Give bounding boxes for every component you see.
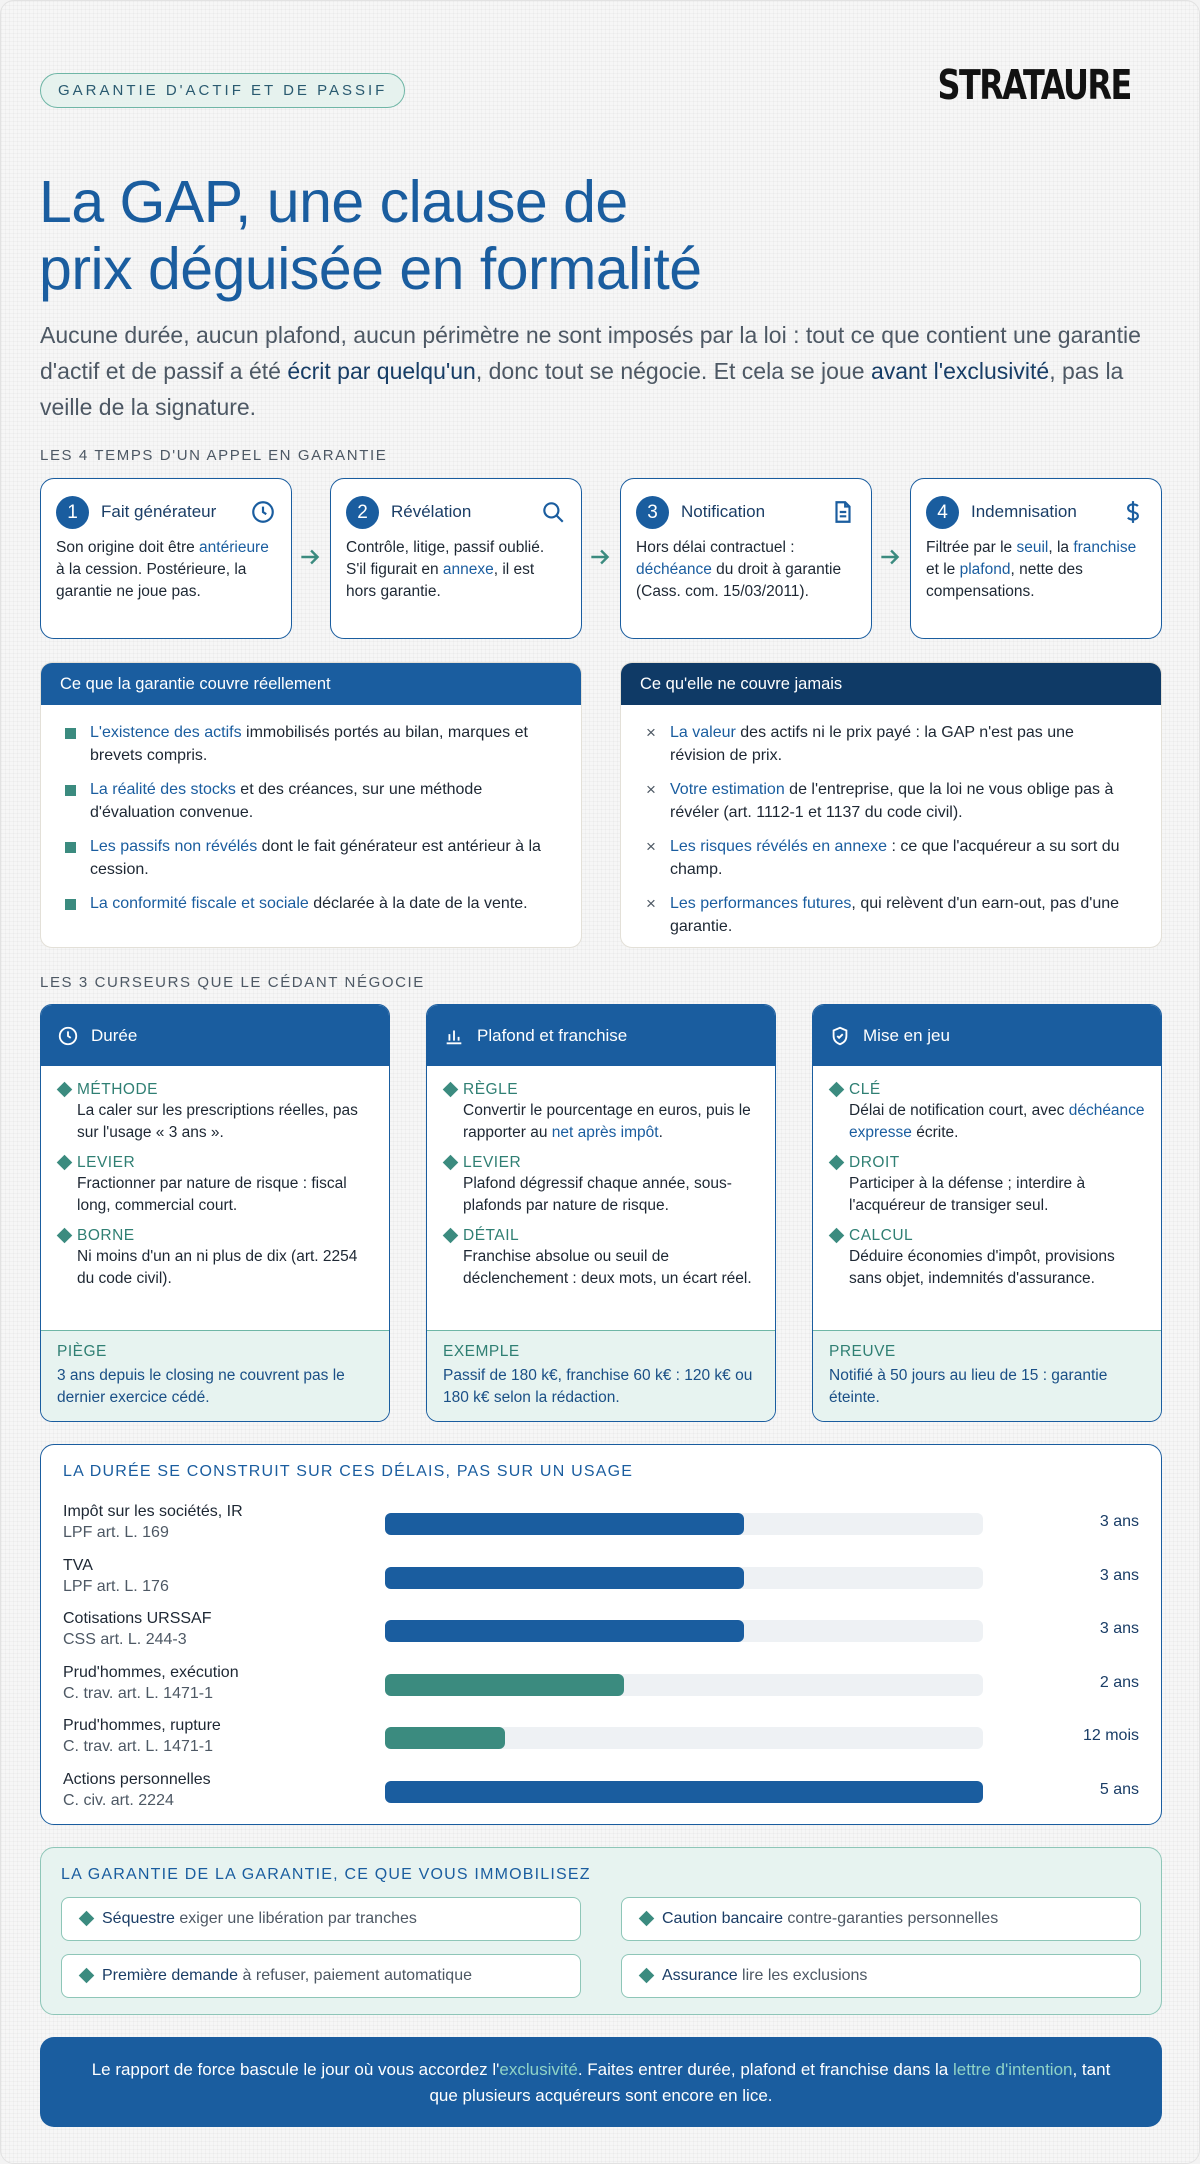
list-item: La réalité des stocks et des créances, sur une méthode d'évaluation convenue. — [65, 778, 551, 824]
duration-bar — [385, 1727, 505, 1749]
list-item: × Les performances futures, qui relèvent d'un earn-out, pas d'une garantie. — [645, 892, 1131, 938]
duration-label-text: Actions personnelles — [63, 1770, 211, 1788]
list-item: L'existence des actifs immobilisés portés au bilan, marques et brevets compris. — [65, 721, 551, 767]
duration-bar — [385, 1620, 744, 1642]
duration-bar-track — [385, 1781, 983, 1803]
lever-card-cap — [426, 1004, 776, 1422]
duration-label-text: Impôt sur les sociétés, IR — [63, 1503, 243, 1520]
step-title: Notification — [681, 502, 766, 521]
duration-bar — [385, 1674, 624, 1696]
lever-item: DÉTAIL Franchise absolue ou seuil de déclenchement : deux mots, un écart réel. — [443, 1226, 759, 1290]
duration-reference: C. trav. art. L. 1471-1 — [63, 1684, 213, 1702]
duration-bar-track — [385, 1513, 983, 1535]
duration-value: 12 mois — [1082, 1727, 1139, 1744]
duration-value: 3 ans — [1099, 1566, 1139, 1584]
duration-bar-track — [385, 1674, 983, 1696]
guarantee-title: LA GARANTIE DE LA GARANTIE, CE QUE VOUS IMMOBILISEZ — [61, 1866, 591, 1883]
closing-banner: Le rapport de force bascule le jour où vous accordez l'exclusivité. Faites entrer durée, plafond et franchise dans la lettre d'intention, tant que plusieurs acquéreurs sont encore en lice. — [40, 2037, 1162, 2127]
lever-title: Mise en jeu — [863, 1025, 950, 1045]
lead-text: Aucune durée, aucun plafond, aucun périmètre ne sont imposés par la loi : tout ce que contient une garantie d'actif et de passif a été — [40, 322, 1141, 384]
title-line-1: La GAP, une clause de — [39, 169, 628, 235]
duration-label — [63, 1555, 169, 1597]
duration-label — [63, 1769, 211, 1811]
duration-label-text: Prud'hommes, exécution — [63, 1663, 239, 1681]
lever-item: LEVIER Fractionner par nature de risque : fiscal long, commercial court. — [57, 1153, 373, 1217]
step-card-3 — [620, 478, 872, 639]
step-text: Hors délai contractuel : déchéance du droit à garantie (Cass. com. 15/03/2011). — [636, 539, 842, 600]
list-item: × Les risques révélés en annexe : ce que l'acquéreur a su sort du champ. — [645, 835, 1131, 881]
document-icon — [830, 499, 856, 525]
duration-value: 3 ans — [1099, 1513, 1139, 1530]
duration-value: 2 ans — [1099, 1673, 1139, 1691]
step-number: 4 — [926, 496, 959, 529]
duration-label-text: Prud'hommes, rupture — [63, 1717, 221, 1734]
step-text: Son origine doit être antérieure à la cession. Postérieure, la garantie ne joue pas. — [56, 539, 269, 600]
dollar-icon — [1120, 499, 1146, 525]
covers-list — [41, 705, 581, 915]
duration-bar — [385, 1781, 983, 1803]
duration-reference: LPF art. L. 169 — [63, 1524, 169, 1541]
duration-bar-track — [385, 1727, 983, 1749]
list-item: × Votre estimation de l'entreprise, que la loi ne vous oblige pas à révéler (art. 1112-1 et 1137 du code civil). — [645, 778, 1131, 824]
levers-section-label: LES 3 CURSEURS QUE LE CÉDANT NÉGOCIE — [40, 974, 425, 991]
list-item: La conformité fiscale et sociale déclarée à la date de la vente. — [65, 892, 551, 915]
lever-header — [427, 1005, 775, 1066]
lever-footer: EXEMPLE Passif de 180 k€, franchise 60 k€ : 120 k€ ou 180 k€ selon la rédaction. — [427, 1330, 775, 1421]
list-item: Les passifs non révélés dont le fait générateur est antérieur à la cession. — [65, 835, 551, 881]
lead-paragraph — [40, 317, 1160, 425]
step-title: Fait générateur — [101, 502, 217, 521]
lever-card-duration — [40, 1004, 390, 1422]
duration-bar-track — [385, 1567, 983, 1589]
duration-label — [63, 1608, 212, 1650]
lever-title: Durée — [91, 1025, 138, 1045]
step-title: Révélation — [391, 502, 472, 521]
clock-icon — [250, 499, 276, 525]
duration-bar-track — [385, 1620, 983, 1642]
top-bar — [40, 61, 1131, 109]
step-number: 2 — [346, 496, 379, 529]
lever-footer: PREUVE Notifié à 50 jours au lieu de 15 : garantie éteinte. — [813, 1330, 1161, 1421]
duration-row — [63, 1769, 1139, 1813]
duration-label-text: Cotisations URSSAF — [63, 1610, 212, 1627]
duration-row — [63, 1608, 1139, 1652]
arrow-right-icon — [297, 544, 323, 570]
lever-item: RÈGLE Convertir le pourcentage en euros, puis le rapporter au net après impôt. — [443, 1080, 759, 1144]
step-text: Contrôle, litige, passif oublié. S'il figurait en annexe, il est hors garantie. — [346, 539, 545, 600]
bar-chart-icon — [443, 1025, 465, 1047]
step-text: Filtrée par le seuil, la franchise et le plafond, nette des compensations. — [926, 539, 1137, 600]
lead-text: , pas la veille de la signature. — [40, 358, 1124, 420]
duration-row — [63, 1501, 1139, 1545]
not-covers-list — [621, 705, 1161, 938]
page-title — [39, 169, 1139, 303]
step-title: Indemnisation — [971, 502, 1077, 521]
duration-reference: CSS art. L. 244-3 — [63, 1631, 187, 1648]
lever-item: MÉTHODE La caler sur les prescriptions réelles, pas sur l'usage « 3 ans ». — [57, 1080, 373, 1144]
lever-title: Plafond et franchise — [477, 1025, 628, 1045]
step-card-1 — [40, 478, 292, 639]
brand-logo[interactable]: STRATAURE — [937, 61, 1131, 109]
duration-label — [63, 1662, 239, 1704]
guarantee-chip: Première demande à refuser, paiement automatique — [61, 1954, 581, 1998]
clock-icon — [57, 1025, 79, 1047]
duration-label — [63, 1715, 221, 1757]
shield-check-icon — [829, 1025, 851, 1047]
duration-reference: C. trav. art. L. 1471-1 — [63, 1738, 213, 1755]
lever-footer: PIÈGE 3 ans depuis le closing ne couvrent pas le dernier exercice cédé. — [41, 1330, 389, 1421]
lever-item: DROIT Participer à la défense ; interdire à l'acquéreur de transiger seul. — [829, 1153, 1145, 1217]
not-covers-card — [620, 662, 1162, 948]
lever-card-claim — [812, 1004, 1162, 1422]
duration-label — [63, 1501, 243, 1543]
duration-row — [63, 1715, 1139, 1759]
arrow-right-icon — [877, 544, 903, 570]
duration-row — [63, 1662, 1139, 1706]
lever-item: LEVIER Plafond dégressif chaque année, sous-plafonds par nature de risque. — [443, 1153, 759, 1217]
step-card-2 — [330, 478, 582, 639]
step-card-4 — [910, 478, 1162, 639]
lever-item: BORNE Ni moins d'un an ni plus de dix (art. 2254 du code civil). — [57, 1226, 373, 1290]
duration-value: 5 ans — [1099, 1780, 1139, 1798]
duration-value: 3 ans — [1099, 1620, 1139, 1637]
list-item: × La valeur des actifs ni le prix payé : la GAP n'est pas une révision de prix. — [645, 721, 1131, 767]
search-icon — [540, 499, 566, 525]
lead-highlight: avant l'exclusivité — [870, 358, 1050, 384]
lever-item: CLÉ Délai de notification court, avec déchéance expresse écrite. — [829, 1080, 1145, 1144]
step-number: 3 — [636, 496, 669, 529]
guarantee-card — [40, 1847, 1162, 2015]
covers-card — [40, 662, 582, 948]
duration-label-text: TVA — [63, 1556, 93, 1574]
title-line-2: prix déguisée en formalité — [39, 236, 702, 302]
duration-reference: LPF art. L. 176 — [63, 1577, 169, 1595]
lever-header — [41, 1005, 389, 1066]
lever-header — [813, 1005, 1161, 1066]
steps-row — [40, 478, 1162, 639]
duration-bar — [385, 1567, 744, 1589]
durations-title: LA DURÉE SE CONSTRUIT SUR CES DÉLAIS, PAS SUR UN USAGE — [63, 1463, 634, 1480]
guarantee-chip: Séquestre exiger une libération par tranches — [61, 1897, 581, 1941]
lever-item: CALCUL Déduire économies d'impôt, provisions sans objet, indemnités d'assurance. — [829, 1226, 1145, 1290]
guarantee-chip: Caution bancaire contre-garanties personnelles — [621, 1897, 1141, 1941]
steps-section-label: LES 4 TEMPS D'UN APPEL EN GARANTIE — [40, 447, 388, 464]
lead-highlight: écrit par quelqu'un — [287, 358, 476, 384]
arrow-right-icon — [587, 544, 613, 570]
duration-reference: C. civ. art. 2224 — [63, 1791, 174, 1809]
duration-bar — [385, 1513, 744, 1535]
durations-card — [40, 1444, 1162, 1825]
guarantee-chip: Assurance lire les exclusions — [621, 1954, 1141, 1998]
category-tag: GARANTIE D'ACTIF ET DE PASSIF — [40, 73, 405, 108]
step-number: 1 — [56, 496, 89, 529]
duration-row — [63, 1555, 1139, 1599]
covers-title: Ce que la garantie couvre réellement — [41, 663, 581, 705]
lead-text: , donc tout se négocie. Et cela se joue — [475, 358, 871, 384]
not-covers-title: Ce qu'elle ne couvre jamais — [621, 663, 1161, 705]
